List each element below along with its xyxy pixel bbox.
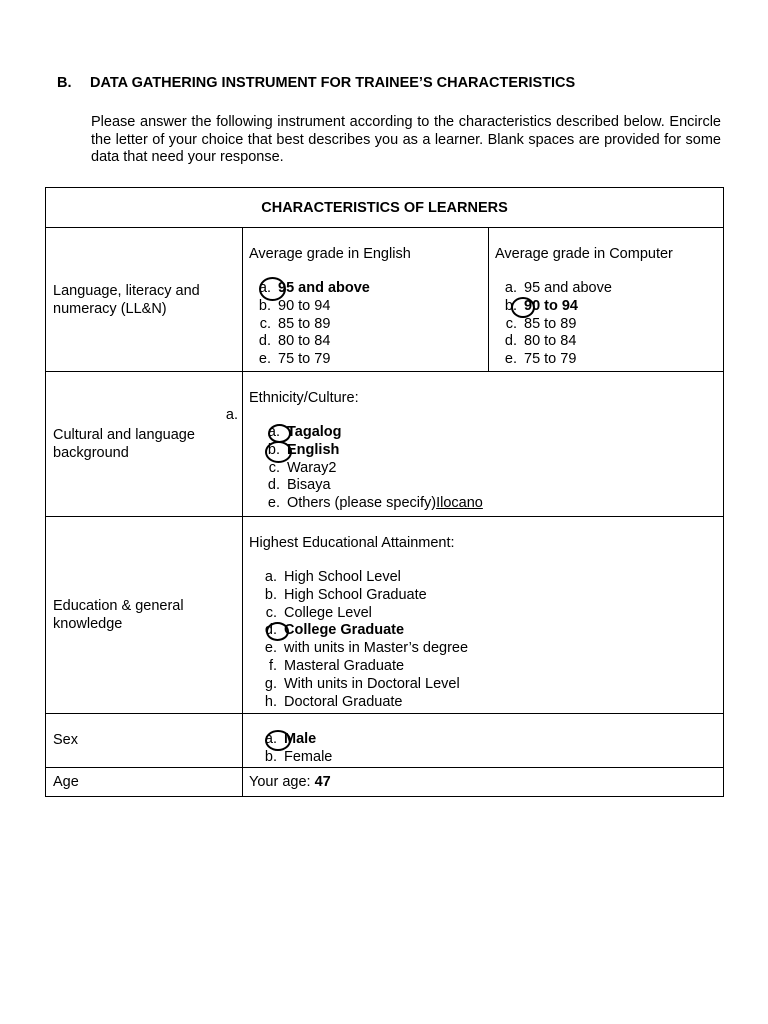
list-item[interactable]: d. 80 to 84	[258, 333, 331, 350]
list-item[interactable]: e. 75 to 79	[504, 351, 577, 368]
list-item[interactable]: e. 75 to 79	[258, 351, 331, 368]
selection-circle	[266, 622, 289, 641]
list-item[interactable]: a. 95 and above	[249, 280, 482, 298]
section-heading	[57, 75, 575, 91]
list-item[interactable]: a. Male	[249, 731, 717, 749]
list-item[interactable]: a. 95 and above	[504, 280, 612, 296]
list-item[interactable]: c. 85 to 89	[259, 315, 331, 332]
ethnicity-question: Ethnicity/Culture:	[249, 390, 359, 406]
computer-grade-options	[495, 280, 717, 369]
age-cell	[243, 767, 724, 796]
english-grade-cell	[243, 228, 489, 372]
row-label-lln: Language, literacy and numeracy (LL&N)	[46, 228, 243, 372]
table-row	[46, 228, 724, 372]
education-options	[249, 569, 717, 711]
list-item[interactable]: e. with units in Master’s degree	[264, 640, 469, 657]
row-label-education: Education & general knowledge	[46, 517, 243, 714]
english-grade-options	[249, 280, 482, 369]
instructions: Please answer the following instrument according to the characteristics described below. Encircle the letter of your choice that best describes you as a learner. Blank spaces are provided for some data that need your response.	[91, 114, 721, 165]
row-label-age: Age	[46, 767, 243, 796]
computer-grade-question: Average grade in Computer	[495, 246, 673, 262]
row-label-culture	[46, 372, 243, 517]
section-letter: B.	[57, 75, 72, 91]
table-title: CHARACTERISTICS OF LEARNERS	[46, 188, 724, 228]
education-question: Highest Educational Attainment:	[249, 535, 455, 551]
list-item[interactable]: a. Tagalog	[258, 424, 717, 442]
characteristics-table	[45, 187, 724, 797]
list-item[interactable]: d. College Graduate	[255, 622, 717, 640]
list-item[interactable]: c. College Level	[265, 604, 372, 621]
list-item[interactable]: b. 90 to 94	[495, 298, 717, 316]
list-item[interactable]: b. 90 to 94	[258, 297, 331, 314]
list-item[interactable]: b. Female	[264, 748, 333, 765]
list-item[interactable]: e. Others (please specify)Ilocano	[267, 495, 483, 512]
sex-cell	[243, 714, 724, 768]
ethnicity-cell	[243, 372, 724, 517]
list-item[interactable]: b. English	[258, 442, 717, 460]
others-answer: Ilocano	[436, 495, 483, 512]
list-item[interactable]: c. Waray2	[268, 459, 337, 476]
list-item[interactable]: f. Masteral Graduate	[268, 657, 405, 674]
table-row	[46, 714, 724, 768]
education-cell	[243, 517, 724, 714]
list-item[interactable]: c. 85 to 89	[505, 315, 577, 332]
table-row	[46, 372, 724, 517]
computer-grade-cell	[489, 228, 724, 372]
table-row	[46, 767, 724, 796]
table-row	[46, 517, 724, 714]
age-value[interactable]: 47	[314, 773, 331, 790]
stray-marker: a.	[225, 407, 238, 423]
list-item[interactable]: d. Bisaya	[267, 477, 331, 494]
row-label-sex: Sex	[46, 714, 243, 768]
list-item[interactable]: g. With units in Doctoral Level	[264, 675, 460, 692]
age-prompt: Your age:	[249, 773, 315, 790]
english-grade-question: Average grade in English	[249, 246, 411, 262]
list-item[interactable]: a. High School Level	[264, 569, 401, 585]
table-title-row	[46, 188, 724, 228]
list-item[interactable]: d. 80 to 84	[504, 333, 577, 350]
sex-options	[249, 731, 717, 767]
section-title: DATA GATHERING INSTRUMENT FOR TRAINEE’S CHARACTERISTICS	[90, 75, 576, 91]
list-item[interactable]: h. Doctoral Graduate	[264, 693, 403, 710]
row-label-culture-text: Cultural and language background	[53, 427, 195, 461]
list-item[interactable]: b. High School Graduate	[264, 586, 427, 603]
ethnicity-options	[249, 424, 717, 513]
